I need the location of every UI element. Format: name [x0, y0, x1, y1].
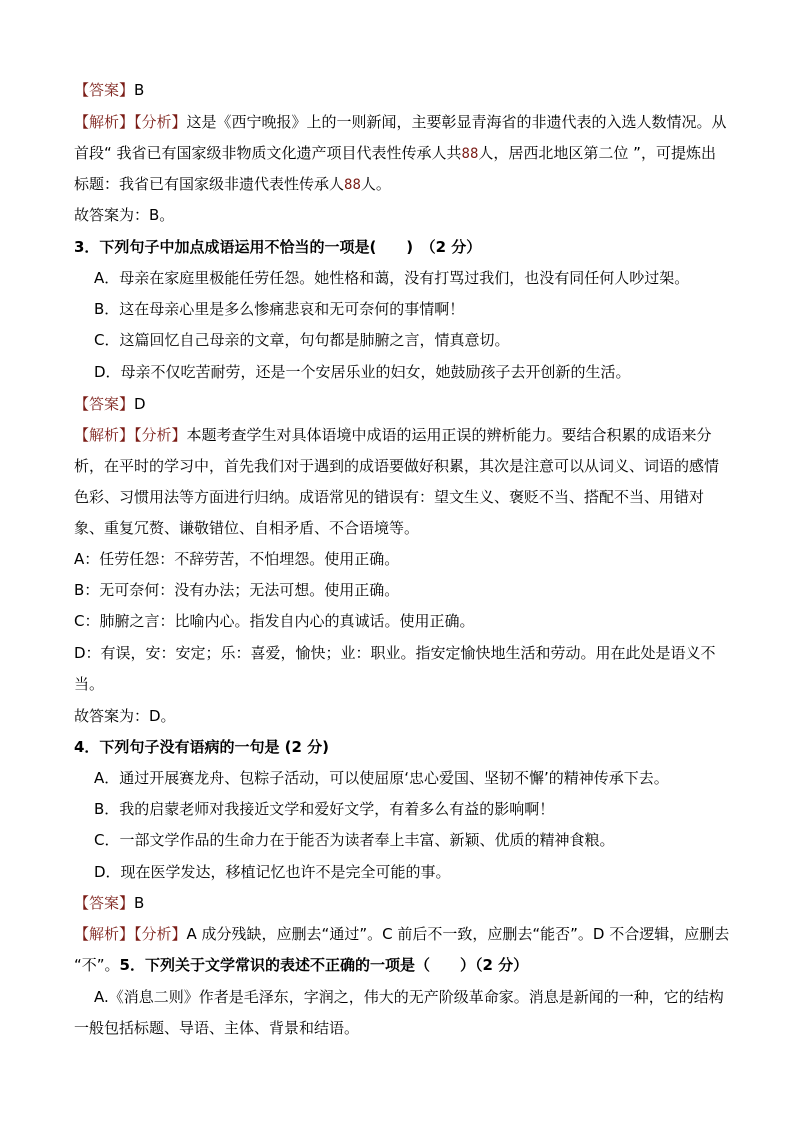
answer-line	[74, 394, 146, 414]
analysis-line	[74, 924, 729, 944]
question-4-option-c: C．一部文学作品的生命力在于能否为读者奉上丰富、新颖、优质的精神食粮。	[94, 831, 615, 849]
question-4-option-a: A．通过开展赛龙舟、包粽子活动，可以使屈原‘忠心爱国、坚韧不懈’的精神传承下去。	[94, 769, 669, 787]
question-3-stem: 3．下列句子中加点成语运用不恰当的一项是( ) （2 分）	[74, 238, 482, 256]
question-3-option-d: D．母亲不仅吃苦耐劳，还是一个安居乐业的妇女，她鼓励孩子去开创新的生活。	[94, 363, 631, 381]
analysis-line: 象、重复冗赘、谦敬错位、自相矛盾、不合语境等。	[74, 519, 420, 537]
number-88: 88	[344, 177, 361, 193]
answer-value: D	[134, 395, 146, 413]
question-3-option-c: C．这篇回忆自己母亲的文章，句句都是肺腑之言，情真意切。	[94, 331, 510, 349]
question-5-option-a-cont: 一般包括标题、导语、主体、背景和结语。	[74, 1019, 360, 1037]
question-4-option-d: D．现在医学发达，移植记忆也许不是完全可能的事。	[94, 863, 451, 881]
answer-tag: 【答案】	[74, 395, 135, 413]
jiexi-tag: 【解析】	[74, 925, 135, 943]
answer-tag: 【答案】	[74, 81, 135, 99]
explanation-b: B：无可奈何：没有办法；无法可想。使用正确。	[74, 581, 400, 599]
question-4-option-b: B．我的启蒙老师对我接近文学和爱好文学，有着多么有益的影响啊！	[94, 800, 555, 818]
final-answer: 故答案为：B。	[74, 206, 175, 224]
answer-tag: 【答案】	[74, 894, 135, 912]
answer-value: B	[134, 894, 145, 912]
explanation-d: D：有误，安：安定；乐：喜爱，愉快；业：职业。指安定愉快地生活和劳动。用在此处是语义不	[74, 644, 716, 662]
analysis-text: 本题考查学生对具体语境中成语的运用正误的辨析能力。要结合积累的成语来分	[186, 426, 712, 444]
analysis-line: 析，在平时的学习中，首先我们对于遇到的成语要做好积累，其次是注意可以从词义、词语的感情	[74, 457, 720, 475]
analysis-line	[74, 143, 716, 164]
jiexi-tag: 【解析】	[74, 113, 135, 131]
analysis-line: 色彩、习惯用法等方面进行归纳。成语常见的错误有：望文生义、褒贬不当、搭配不当、用错对	[74, 488, 705, 506]
jiexi-tag: 【解析】	[74, 426, 135, 444]
analysis-text: “不”。	[74, 956, 120, 974]
question-4-stem: 4．下列句子没有语病的一句是 (2 分)	[74, 738, 330, 756]
analysis-line	[74, 174, 391, 195]
explanation-c: C：肺腑之言：比喻内心。指发自内心的真诚话。使用正确。	[74, 612, 475, 630]
analysis-line	[74, 112, 727, 132]
number-88: 88	[461, 146, 479, 162]
fenxi-tag: 【分析】	[134, 925, 187, 943]
explanation-d-cont: 当。	[74, 675, 105, 693]
question-5-option-a: A.《消息二则》作者是毛泽东，字润之，伟大的无产阶级革命家。消息是新闻的一种，它的结构	[94, 988, 724, 1006]
analysis-line	[74, 955, 528, 975]
analysis-text: 这是《西宁晚报》上的一则新闻，主要彰显青海省的非遗代表的入选人数情况。从	[186, 113, 727, 131]
analysis-text: A 成分残缺，应删去“通过”。C 前后不一致，应删去“能否”。D 不合逻辑，应删去	[186, 925, 730, 943]
analysis-text: 标题：我省已有国家级非遗代表性传承人	[74, 175, 345, 193]
answer-line	[74, 893, 144, 913]
analysis-text: 首段“ 我省已有国家级非物质文化遗产项目代表性传承人共	[74, 144, 462, 162]
question-5-stem: 5．下列关于文学常识的表述不正确的一项是（ ）（2 分）	[119, 956, 529, 974]
analysis-text: 人。	[360, 175, 391, 193]
answer-line	[74, 80, 144, 100]
fenxi-tag: 【分析】	[134, 113, 187, 131]
analysis-text: 人，居西北地区第二位 ”，可提炼出	[478, 144, 716, 162]
analysis-line	[74, 425, 712, 445]
fenxi-tag: 【分析】	[134, 426, 187, 444]
answer-value: B	[134, 81, 145, 99]
question-3-option-a: A．母亲在家庭里极能任劳任怨。她性格和蔼，没有打骂过我们，也没有同任何人吵过架。	[94, 269, 690, 287]
question-3-option-b: B．这在母亲心里是多么惨痛悲哀和无可奈何的事情啊！	[94, 300, 465, 318]
explanation-a: A：任劳任怨：不辞劳苦，不怕埋怨。使用正确。	[74, 550, 400, 568]
final-answer: 故答案为：D。	[74, 707, 176, 725]
